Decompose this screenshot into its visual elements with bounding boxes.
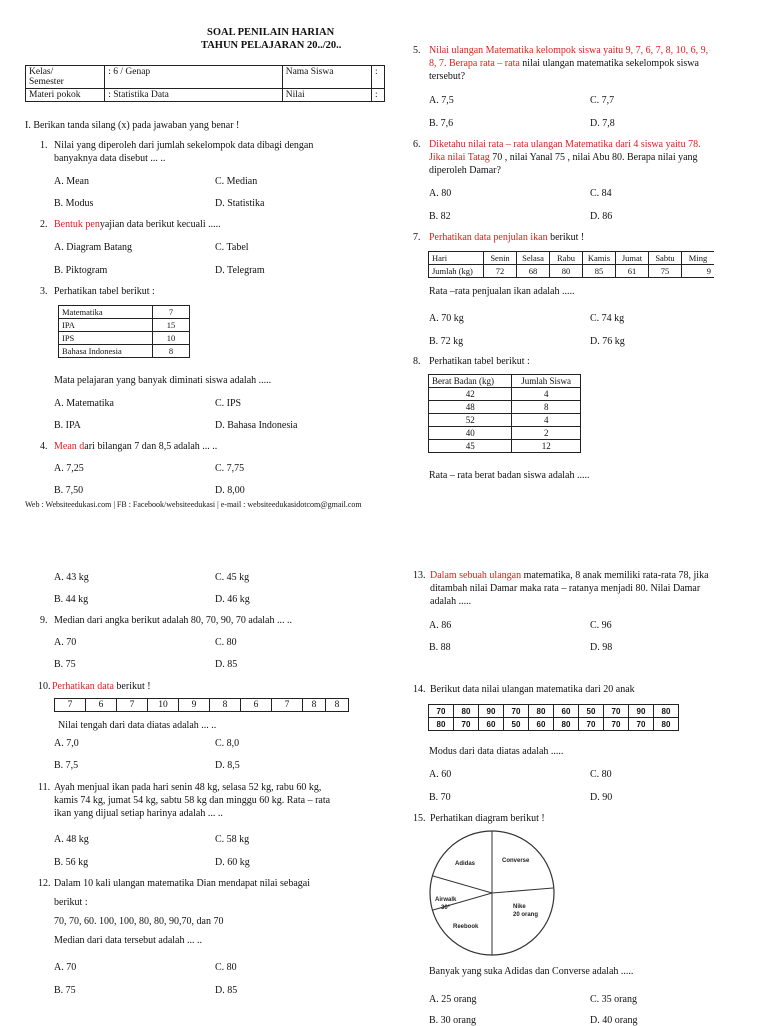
q3-question: Mata pelajaran yang banyak diminati siswa adalah ..... <box>54 375 272 386</box>
table-cell: Jumlah (kg) <box>429 265 484 278</box>
q2-option-a: A. Diagram Batang <box>54 242 133 253</box>
table-cell: 85 <box>583 265 616 278</box>
q8-number: 8. <box>413 356 421 367</box>
q13-option-b: B. 88 <box>429 642 451 653</box>
q11-line3: ikan yang dijual setiap harinya adalah ... .. <box>54 808 223 819</box>
table-cell: Jumlah Siswa <box>512 375 581 388</box>
table-cell: 70 <box>629 718 654 731</box>
pie-label-airwalk: Airwalk <box>435 897 457 903</box>
q8-option-b: B. 44 kg <box>54 594 89 605</box>
q4-text <box>54 441 217 452</box>
table-cell: 52 <box>429 414 512 427</box>
table-cell: 61 <box>616 265 649 278</box>
q8-option-c: C. 45 kg <box>215 572 250 583</box>
q5-line3: tersebut? <box>429 71 466 82</box>
table-cell: 9 <box>682 265 715 278</box>
q5-option-d: D. 7,8 <box>590 118 615 129</box>
table-cell: 15 <box>153 319 190 332</box>
table-row <box>429 718 679 731</box>
table-cell: Hari <box>429 252 484 265</box>
q14-option-a: A. 60 <box>429 769 452 780</box>
q3-text: Perhatikan tabel berikut : <box>54 286 155 297</box>
q13-red-text: Dalam sebuah ulangan <box>430 570 522 581</box>
table-row <box>429 401 581 414</box>
q10-option-c: C. 8,0 <box>215 738 240 749</box>
q8-text: Perhatikan tabel berikut : <box>429 356 530 367</box>
table-cell: Rabu <box>550 252 583 265</box>
table-cell: 75 <box>649 265 682 278</box>
q7-rest: berikut ! <box>547 232 585 243</box>
q1-option-c: C. Median <box>215 176 258 187</box>
q15-pie-chart <box>425 828 560 958</box>
q3-option-a: A. Matematika <box>54 398 114 409</box>
q5-option-b: B. 7,6 <box>429 118 454 129</box>
q14-option-d: D. 90 <box>590 792 613 803</box>
table-cell: 80 <box>529 705 554 718</box>
q15-option-d: D. 40 orang <box>590 1015 638 1026</box>
q7-text <box>429 232 584 243</box>
semester-label: Semester <box>29 77 64 87</box>
title-line2: TAHUN PELAJARAN 20../20.. <box>201 40 342 51</box>
q1-number: 1. <box>40 140 48 151</box>
pie-label-reebok: Reebook <box>453 924 479 930</box>
q6-line2 <box>429 152 698 163</box>
q10-option-a: A. 7,0 <box>54 738 79 749</box>
q4-rest: ari bilangan 7 dan 8,5 adalah ... .. <box>84 441 218 452</box>
q15-option-b: B. 30 orang <box>429 1015 476 1026</box>
table-cell: 70 <box>579 718 604 731</box>
table-cell: 48 <box>429 401 512 414</box>
q15-question: Banyak yang suka Adidas dan Converse adalah ..... <box>429 966 634 977</box>
table-cell: 80 <box>554 718 579 731</box>
q7-question: Rata –rata penjualan ikan adalah ..... <box>429 286 575 297</box>
q13-rest: matematika, 8 anak memiliki rata-rata 78, jika <box>521 570 709 581</box>
table-cell: 42 <box>429 388 512 401</box>
q15-option-c: C. 35 orang <box>590 994 637 1005</box>
table-cell: 4 <box>512 414 581 427</box>
table-cell: 45 <box>429 440 512 453</box>
nama-label: Nama Siswa <box>282 66 371 89</box>
table-cell: 68 <box>517 265 550 278</box>
table-cell: 50 <box>504 718 529 731</box>
q8-option-a: A. 43 kg <box>54 572 89 583</box>
q13-option-a: A. 86 <box>429 620 452 631</box>
q7-option-b: B. 72 kg <box>429 336 464 347</box>
kelas-value: : 6 / Genap <box>105 66 282 89</box>
q12-option-d: D. 85 <box>215 985 238 996</box>
table-row <box>59 345 190 358</box>
table-cell: 50 <box>579 705 604 718</box>
q12-line4: Median dari data tersebut adalah ... .. <box>54 935 202 946</box>
table-cell: 8 <box>153 345 190 358</box>
table-cell: Senin <box>484 252 517 265</box>
q2-option-c: C. Tabel <box>215 242 249 253</box>
table-cell: 6 <box>86 699 117 712</box>
table-row <box>59 306 190 319</box>
q8-table <box>428 374 581 453</box>
q9-number: 9. <box>40 615 48 626</box>
q13-line1 <box>430 570 709 581</box>
q7-number: 7. <box>413 232 421 243</box>
q14-option-c: C. 80 <box>590 769 612 780</box>
q15-option-a: A. 25 orang <box>429 994 477 1005</box>
title-line1: SOAL PENILAIN HARIAN <box>207 27 335 38</box>
table-row <box>429 427 581 440</box>
q2-option-b: B. Piktogram <box>54 265 108 276</box>
table-row <box>429 440 581 453</box>
q3-table <box>58 305 190 358</box>
q7-option-a: A. 70 kg <box>429 313 464 324</box>
q15-text: Perhatikan diagram berikut ! <box>430 813 545 824</box>
q2-text <box>54 219 221 230</box>
table-cell: 72 <box>484 265 517 278</box>
q10-rest: berikut ! <box>113 681 151 692</box>
q9-option-a: A. 70 <box>54 637 77 648</box>
pie-label-converse: Converse <box>502 858 530 864</box>
q5-line2 <box>429 58 699 69</box>
q9-text: Median dari angka berikut adalah 80, 70, 90, 70 adalah ... .. <box>54 615 292 626</box>
q10-option-d: D. 8,5 <box>215 760 240 771</box>
q4-red-text: Mean d <box>54 441 85 452</box>
q12-option-c: C. 80 <box>215 962 237 973</box>
q7-red-text: Perhatikan data penjulan ikan <box>429 232 548 243</box>
table-cell: 80 <box>454 705 479 718</box>
table-cell: 10 <box>148 699 179 712</box>
q11-option-d: D. 60 kg <box>215 857 250 868</box>
table-cell: IPS <box>59 332 153 345</box>
q11-line2: kamis 74 kg, jumat 54 kg, sabtu 58 kg dan minggu 60 kg. Rata – rata <box>54 795 331 806</box>
table-cell: Sabtu <box>649 252 682 265</box>
q1-option-b: B. Modus <box>54 198 94 209</box>
q14-table <box>428 704 679 731</box>
pie-label-nike-value: 20 orang <box>513 912 539 918</box>
q14-text: Berikut data nilai ulangan matematika dari 20 anak <box>430 684 635 695</box>
table-cell: 90 <box>479 705 504 718</box>
q7-option-d: D. 76 kg <box>590 336 625 347</box>
q6-option-c: C. 84 <box>590 188 612 199</box>
q2-option-d: D. Telegram <box>215 265 265 276</box>
q7-table <box>428 251 714 278</box>
q9-option-c: C. 80 <box>215 637 237 648</box>
table-cell: Selasa <box>517 252 550 265</box>
q10-number: 10. <box>38 681 51 692</box>
q11-number: 11. <box>38 782 51 793</box>
table-cell: 40 <box>429 427 512 440</box>
table-cell: 60 <box>529 718 554 731</box>
table-row <box>55 699 349 712</box>
table-row <box>429 265 715 278</box>
table-row <box>429 705 679 718</box>
q2-rest: yajian data berikut kecuali ..... <box>99 219 221 230</box>
materi-label: Materi pokok <box>26 89 105 102</box>
q12-option-a: A. 70 <box>54 962 77 973</box>
q6-line1: Diketahu nilai rata – rata ulangan Matematika dari 4 siswa yaitu 78. <box>429 139 701 150</box>
table-cell: Matematika <box>59 306 153 319</box>
q8-question: Rata – rata berat badan siswa adalah ..... <box>429 470 590 481</box>
table-cell: 80 <box>550 265 583 278</box>
q5-option-c: C. 7,7 <box>590 95 615 106</box>
materi-value: : Statistika Data <box>105 89 282 102</box>
q12-line3: 70, 70, 60. 100, 100, 80, 80, 90,70, dan 70 <box>54 916 224 927</box>
table-cell: 90 <box>629 705 654 718</box>
table-cell: 7 <box>55 699 86 712</box>
table-cell: Jumat <box>616 252 649 265</box>
q6-red-text: Jika nilai Tatag <box>429 152 490 163</box>
table-cell: Kamis <box>583 252 616 265</box>
table-row <box>429 414 581 427</box>
q1-line1: Nilai yang diperoleh dari jumlah sekelompok data dibagi dengan <box>54 140 314 151</box>
pie-label-airwalk-degree: 30° <box>441 905 451 911</box>
q10-red-text: Perhatikan data <box>52 681 114 692</box>
q1-option-d: D. Statistika <box>215 198 265 209</box>
q6-number: 6. <box>413 139 421 150</box>
q6-rest: 70 , nilai Yanal 75 , nilai Abu 80. Berapa nilai yang <box>489 152 698 163</box>
table-cell: 80 <box>654 718 679 731</box>
table-cell: 12 <box>512 440 581 453</box>
table-cell: 4 <box>512 388 581 401</box>
table-cell: IPA <box>59 319 153 332</box>
table-cell: Ming <box>682 252 715 265</box>
table-cell: 60 <box>479 718 504 731</box>
table-cell: 60 <box>554 705 579 718</box>
q15-number: 15. <box>413 813 426 824</box>
table-cell: 70 <box>604 718 629 731</box>
table-cell: 10 <box>153 332 190 345</box>
q10-table <box>54 698 349 712</box>
q1-line2: banyaknya data disebut ... .. <box>54 153 166 164</box>
q5-number: 5. <box>413 45 421 56</box>
nilai-label: Nilai <box>282 89 371 102</box>
q2-red-text: Bentuk pen <box>54 219 100 230</box>
table-cell: 70 <box>454 718 479 731</box>
q4-option-b: B. 7,50 <box>54 485 84 496</box>
table-row <box>59 332 190 345</box>
table-row <box>59 319 190 332</box>
q4-option-d: D. 8,00 <box>215 485 245 496</box>
q13-option-d: D. 98 <box>590 642 613 653</box>
instruction: I. Berikan tanda silang (x) pada jawaban yang benar ! <box>25 120 240 131</box>
table-row <box>429 375 581 388</box>
table-cell: 80 <box>429 718 454 731</box>
table-cell: 80 <box>654 705 679 718</box>
table-cell: 70 <box>604 705 629 718</box>
q5-option-a: A. 7,5 <box>429 95 454 106</box>
q10-text <box>52 681 151 692</box>
q5-line1: Nilai ulangan Matematika kelompok siswa yaitu 9, 7, 6, 7, 8, 10, 6, 9, <box>429 45 709 56</box>
pie-label-nike: Nike <box>513 904 526 910</box>
q10-option-b: B. 7,5 <box>54 760 79 771</box>
q14-option-b: B. 70 <box>429 792 451 803</box>
q3-option-d: D. Bahasa Indonesia <box>215 420 298 431</box>
table-cell: 9 <box>179 699 210 712</box>
q7-option-c: C. 74 kg <box>590 313 625 324</box>
q9-option-d: D. 85 <box>215 659 238 670</box>
q2-number: 2. <box>40 219 48 230</box>
q13-option-c: C. 96 <box>590 620 612 631</box>
q11-option-b: B. 56 kg <box>54 857 89 868</box>
q4-option-a: A. 7,25 <box>54 463 84 474</box>
q12-line1: Dalam 10 kali ulangan matematika Dian mendapat nilai sebagai <box>54 878 311 889</box>
q12-option-b: B. 75 <box>54 985 76 996</box>
footer-contact: Web : Websiteedukasi.com | FB : Facebook/websiteedukasi | e-mail : websiteedukasidotcom@gmail.com <box>25 500 362 509</box>
q6-option-d: D. 86 <box>590 211 613 222</box>
q3-option-b: B. IPA <box>54 420 81 431</box>
q6-option-a: A. 80 <box>429 188 452 199</box>
q11-option-a: A. 48 kg <box>54 834 89 845</box>
q14-question: Modus dari data diatas adalah ..... <box>429 746 564 757</box>
table-cell: 8 <box>512 401 581 414</box>
q13-line2: ditambah nilai Damar maka rata – ratanya menjadi 80. Nilai Damar <box>430 583 701 594</box>
table-row <box>429 388 581 401</box>
q13-number: 13. <box>413 570 426 581</box>
q3-number: 3. <box>40 286 48 297</box>
header-info-table <box>25 65 385 102</box>
table-cell: 8 <box>326 699 349 712</box>
q8-option-d: D. 46 kg <box>215 594 250 605</box>
q14-number: 14. <box>413 684 426 695</box>
q12-number: 12. <box>38 878 51 889</box>
kelas-label: Kelas/ <box>29 67 54 77</box>
q11-option-c: C. 58 kg <box>215 834 250 845</box>
table-cell: 70 <box>504 705 529 718</box>
q9-option-b: B. 75 <box>54 659 76 670</box>
q10-question: Nilai tengah dari data diatas adalah ... .. <box>58 720 217 731</box>
table-cell: 6 <box>241 699 272 712</box>
q12-line2: berikut : <box>54 897 88 908</box>
q11-line1: Ayah menjual ikan pada hari senin 48 kg, selasa 52 kg, rabu 60 kg, <box>54 782 322 793</box>
q6-line3: diperoleh Damar? <box>429 165 501 176</box>
nama-colon: : <box>371 66 384 89</box>
table-cell: 2 <box>512 427 581 440</box>
q13-line3: adalah ..... <box>430 596 472 607</box>
table-cell: 8 <box>303 699 326 712</box>
pie-label-adidas: Adidas <box>455 861 476 867</box>
table-cell: 7 <box>272 699 303 712</box>
q6-option-b: B. 82 <box>429 211 451 222</box>
q5-rest: nilai ulangan matematika sekelompok siswa <box>519 58 699 69</box>
q3-option-c: C. IPS <box>215 398 242 409</box>
nilai-colon: : <box>371 89 384 102</box>
q4-number: 4. <box>40 441 48 452</box>
table-cell: Berat Badan (kg) <box>429 375 512 388</box>
table-row <box>429 252 715 265</box>
q1-option-a: A. Mean <box>54 176 89 187</box>
table-cell: 7 <box>153 306 190 319</box>
table-cell: 7 <box>117 699 148 712</box>
q5-red-text: 8, 7. Berapa rata – rata <box>429 58 520 69</box>
q4-option-c: C. 7,75 <box>215 463 245 474</box>
table-cell: Bahasa Indonesia <box>59 345 153 358</box>
table-cell: 8 <box>210 699 241 712</box>
table-cell: 70 <box>429 705 454 718</box>
